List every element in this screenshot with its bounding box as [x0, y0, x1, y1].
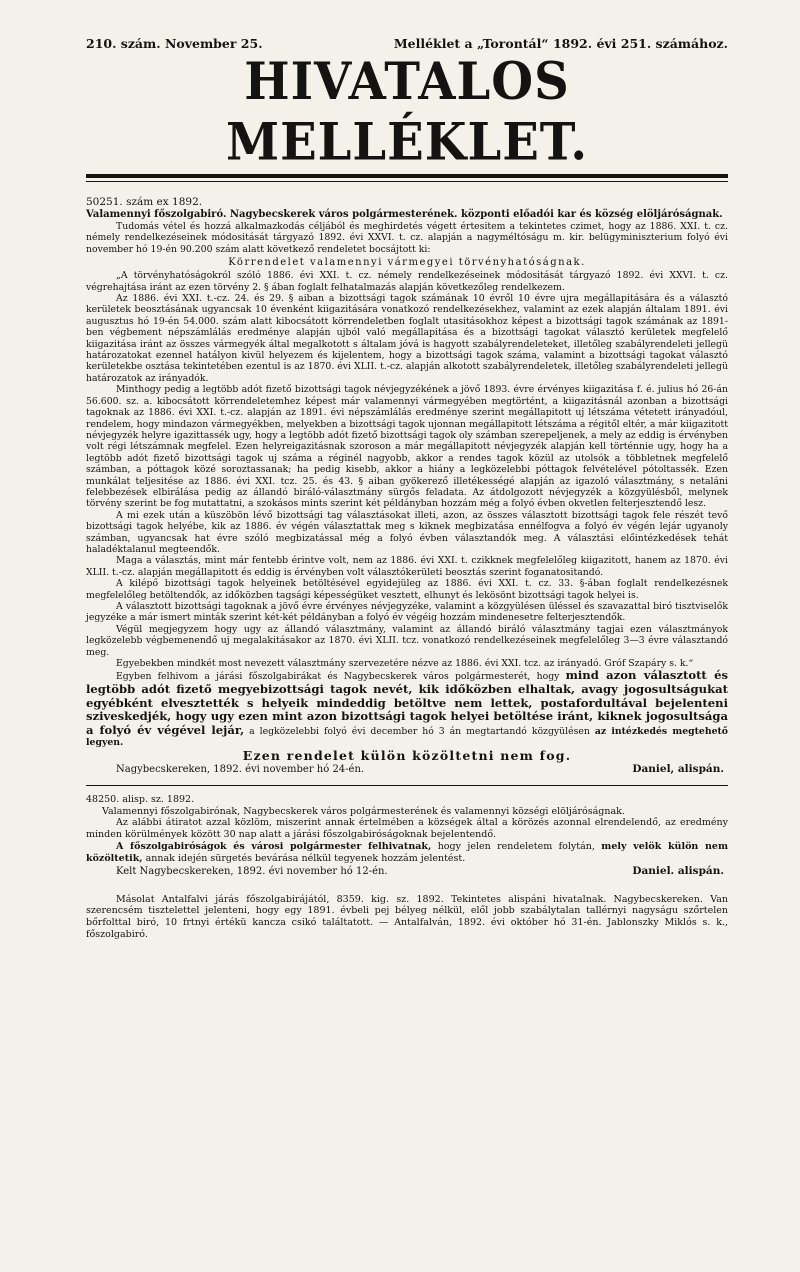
call-tail: a legközelebbi folyó évi december hó 3 án megtartandó közgyülésen — [249, 725, 590, 737]
paragraph: Végül megjegyzem hogy ugy az állandó választmány, valamint az állandó biráló választmány tagjai ezen választmányok legközelebb végbemenendő uj megalakitásakor az 1870. évi XLII. tcz. vonatkozó rendelkezéseinek megfelelőleg 3—3 évre választandó meg. — [86, 623, 728, 658]
notice-copy — [86, 894, 728, 941]
paragraph: Minthogy pedig a legtöbb adót fizető bizottsági tagok névjegyzékének a jövő 1893. évre érvényes kiigazitása f. é. julius hó 26-án 56.600. sz. a. kibocsátott körrendeletemhez képest már valamennyi vármegyében megtörtént, a kiigazitásnál azonban a bizottsági tagoknak az 1886. évi XXI. t.-cz. alapján az 1891. évi népszámlálás eredménye szerint megállapitott uj létszáma vétetett irányadóul, rendelem, hogy mindazon vármegyékben, melyekben a bizottsági tagok ujonnan megállapitott létszáma a régitől eltér, a már kiigazitott névjegyzék helyre igazittassék ugy, hogy a legtöbb adót fizető bizottsági tagok oly számban szerepeljenek, a mely az eddig is érvényben volt régi létszámnak megfelel. Ezen helyreigazitásnak szoroson a már megállapitott névjegyzék alapján kell történnie ugy, hogy ha a legtöbb adót fizető bizottsági tagok uj száma a réginél nagyobb, akkor a rendes tagok közül az utolsók a többletnek megfelelő számban, a póttagok közé soroztassanak; ha pedig kisebb, akkor a hiány a legközelebbi póttagok felvételével pótoltassék. Ezen munkálat teljesitése az 1886. évi XXI. tcz. 25. és 43. § aiban gyökerező illetékességé alapján az igazoló választmány, s netaláni felebbezések elbirálása pedig az állandó biráló-választmány sürgős feladata. Az átdolgozott névjegyzék a közgyülésből, melynek törvény szerint be fog mutattatni, a szokásos mints szerint két példányban hozzám még a folyó évben okvetlen felterjesztendő lesz. — [86, 384, 728, 510]
call-intro: Egyben felhivom a járási főszolgabirákat és Nagybecskerek város polgármesterét, hogy — [116, 671, 560, 683]
call-text: hogy jelen rendeletem folytán, — [437, 841, 595, 852]
notice-addressees: Valamennyi főszolgabiró. Nagybecskerek város polgármesterének. központi előadói kar és község elöljáróságnak. — [86, 209, 723, 220]
paragraph: A kilépő bizottsági tagok helyeinek betöltésével egyidejüleg az 1886. évi XXI. t. cz. 33. §-ában foglalt rendelkezésnek megfelelőleg betöltendők, az időközben tagsági képességüket vesztett, elhunyt és lekösönt bizottsági tagok helyei is. — [86, 578, 728, 601]
paragraph: Másolat Antalfalvi járás főszolgabirájától, 8359. kig. sz. 1892. Tekintetes alispáni hivatalnak. Nagybecskereken. Van szerencsém tisztelettel jelenteni, hogy egy 1891. évbeli pej bélyeg nélkül, elől jobb szabálytalan tallérnyi nagyságu szőrtelen bőrfolttal biró, 10 frtnyi értékü kancza csikó találtatott. — Antalfalván, 1892. évi október hó 31-én. Jablonszky Miklós s. k., főszolgabiró. — [86, 893, 728, 940]
paragraph-call — [86, 669, 728, 748]
paragraph: Az 1886. évi XXI. t.-cz. 24. és 29. § aiban a bizottsági tagok számának 10 évről 10 évre ujra megállapitására és a választó kerületek beosztásának ugyancsak 10 évenként kiigazitására vonatkozó rendelkezésekhez, valamint az ezek alapján általam 1891. évi augusztus hó 19-én 54.000. szám alatt kibocsátott körrendeletben foglalt utasitásokhoz képest a bizottsági tagok számának az 1891-ben végbement népszámlálás eredménye alapján ujból való megállapitása és a bizottsági tagokat választó kerületek megfelelő kiigazitása iránt az összes vármegyék által megalkotott s általam jóvá is hagyott szabályrendeleteket, illetőleg szabályrendeleti jellegü határozatokat ezennel hatályon kivül helyezem és kijelentem, hogy a bizottsági tagok száma, valamint a bizottsági tagokat választó kerületekbe osztása tekintetében ezentul is az 1870. évi XLII. t.-cz. alapján alkotott szabályrendeletek, illetőleg szabályrendeleti jellegü határozatok az irányadók. — [86, 293, 728, 384]
signature-row — [86, 865, 728, 878]
paragraph: „A törvényhatóságokról szóló 1886. évi XXI. t. cz. némely rendelkezéseinek módositását tárgyazó 1892. évi XXVI. t. cz. végrehajtása iránt az ezen törvény 2. § ában foglalt felhatalmazás alapján következőleg rendelkezem. — [86, 270, 728, 293]
issue-line: 210. szám. November 25. — [86, 36, 263, 51]
notice-48250 — [86, 794, 728, 878]
masthead-title: HIVATALOS MELLÉKLET. — [225, 51, 589, 173]
paragraph-call — [86, 841, 728, 865]
separate-notice-line: Ezen rendelet külön közöltetni nem fog. — [242, 747, 572, 763]
paragraph: A mi ezek után a küszöbön lévő bizottsági tag választásokat illeti, azon, az összes választott bizottsági tagok fele részét tevő bizottsági tagok helyébe, kik az 1886. év végén választattak meg s kiknek megbizatása ennélfogva a folyó év végén lejár ugyanoly számban, ugyancsak hat évre szóló megbizatással még a folyó évben választandók meg. A választási előintézkedések tehát haladéktalanul megteendők. — [86, 509, 728, 555]
call-end: az intézkedés megtehető legyen. — [86, 725, 728, 749]
decree-heading: Körrendelet valamennyi vármegyei törvényhatóságnak. — [228, 257, 586, 269]
notice-reference: 48250. alisp. sz. 1892. — [86, 793, 195, 805]
call-tail: annak idején sürgetés bevárása nélkül tegyenek hozzám jelentést. — [145, 852, 466, 864]
notice-reference: 50251. szám ex 1892. — [86, 196, 203, 208]
paragraph: Egyebekben mindkét most nevezett választmány szervezetére nézve az 1886. évi XXI. tcz. az irányadó. Gróf Szapáry s. k.“ — [116, 658, 694, 670]
paragraph: Az alábbi átiratot azzal közlöm, miszerint annak értelmében a községek által a körözés azonnal elrendelendő, az eredmény minden körülmények között 30 nap alatt a járási főszolgabiróságoknak bejelentendő. — [86, 817, 728, 841]
signer-name: Daniel. alispán. — [632, 864, 724, 877]
notice-addressees: Valamennyi főszolgabirónak, Nagybecskerek város polgármesterének és valamennyi községi elöljáróságnak. — [102, 805, 625, 817]
place-date: Nagybecskereken, 1892. évi november hó 24-én. — [116, 763, 365, 775]
paragraph: A választott bizottsági tagoknak a jövő évre érvényes névjegyzéke, valamint a közgyülésen üléssel és szavazattal biró tisztviselők jegyzéke a már ismert minták szerint két-két példányban a folyó év végéig hozzám mindenesetre felterjesztendők. — [86, 601, 728, 624]
signer-name: Daniel, alispán. — [632, 762, 724, 775]
call-emphasis-2: mely velök külön nem közöltetik, — [86, 841, 728, 864]
place-date: Kelt Nagybecskereken, 1892. évi november hó 12-én. — [116, 865, 388, 877]
masthead-rule-thick — [86, 174, 728, 178]
call-emphasis: A főszolgabiróságok és városi polgármester felhivatnak, — [116, 841, 432, 852]
section-divider — [86, 785, 728, 786]
masthead-rule-thin — [86, 181, 728, 182]
paragraph: Maga a választás, mint már fentebb érintve volt, nem az 1886. évi XXI. t. czikknek megfelelőleg kiigazitott, hanem az 1870. évi XLII. t.-cz. alapján megállapitott és eddig is érvényben volt választókerületi beosztás szerint foganatositandó. — [86, 555, 728, 578]
paragraph: Tudomás vétel és hozzá alkalmazkodás céljából és meghirdetés végett értesitem a tekintetes czimet, hogy az 1886. XXI. t. cz. némely rendelkezéseinek módositását tárgyazó 1892. évi XXVI. t. cz. alapján a nagyméltóságu m. kir. belügyminiszterium folyó évi november hó 19-én 90.200 szám alatt következő rendeletet bocsájtott ki: — [86, 221, 728, 255]
signature-row — [86, 763, 728, 776]
supplement-line: Melléklet a „Torontál“ 1892. évi 251. számához. — [393, 36, 728, 51]
running-header — [86, 36, 728, 52]
notice-50251 — [86, 196, 728, 776]
call-emphasis: mind azon választott és legtöbb adót fizető megyebizottsági tagok nevét, kik időközben elhaltak, avagy jogosultságukat egyébként elvesztették s helyeik mindeddig betöltve nem lettek, postafordultával bejelenteni sziveskedjék, hogy ugy ezen mint azon bizottsági tagok helyei betöltése iránt, kiknek jogosultsága a folyó év végével lejár, — [86, 668, 728, 737]
